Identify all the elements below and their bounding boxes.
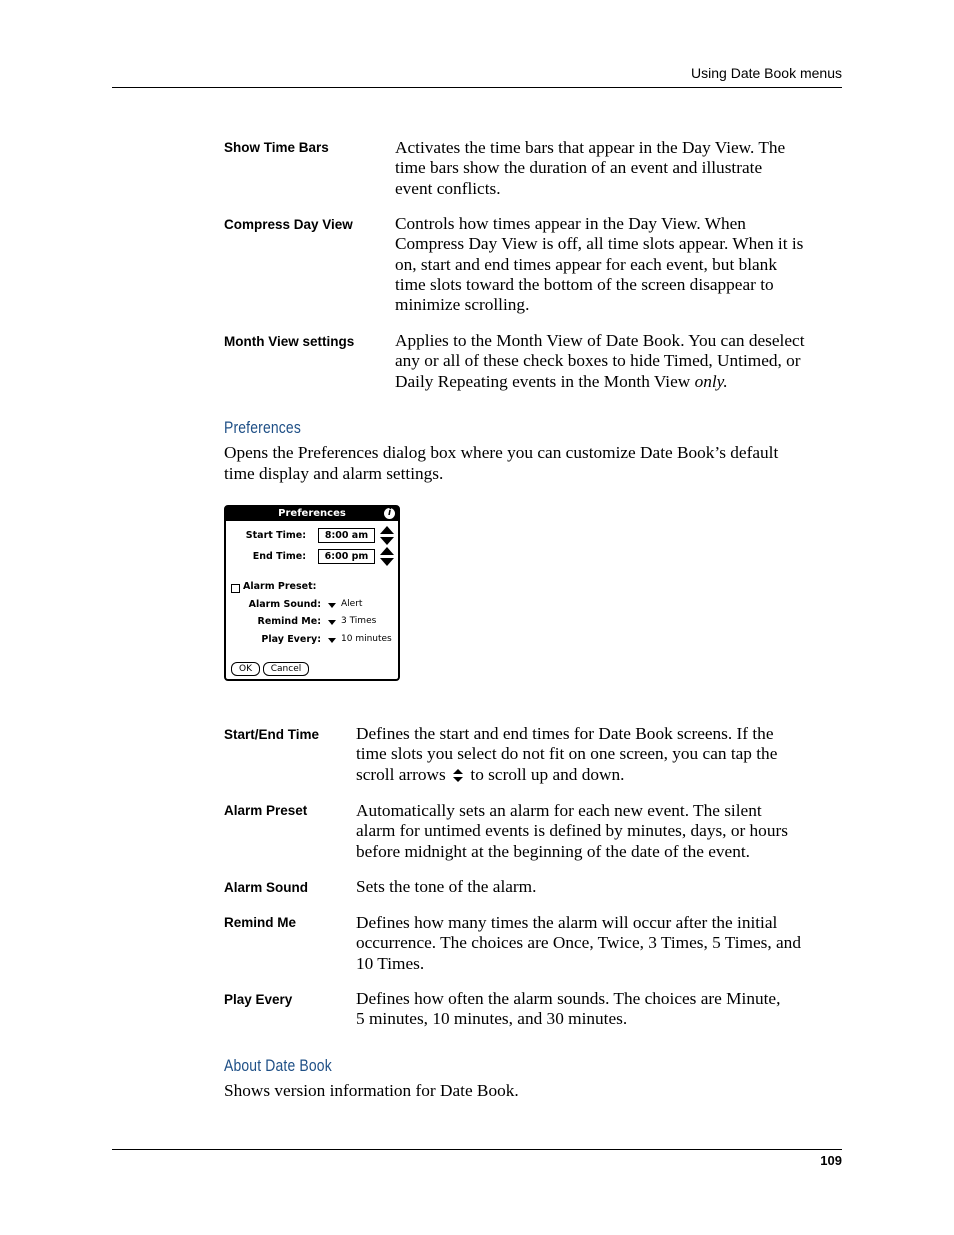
end-time-scroll-arrows-icon[interactable] xyxy=(380,547,394,566)
term-play-every: Play Every xyxy=(224,992,293,1007)
ok-button[interactable]: OK xyxy=(231,662,260,676)
about-text: Shows version information for Date Book. xyxy=(224,1081,519,1100)
info-icon[interactable]: i xyxy=(384,508,395,519)
desc-show-time-bars: Activates the time bars that appear in the Day View. The time bars show the duration of an event and illustrate event conflicts. xyxy=(395,138,786,198)
preferences-dialog xyxy=(224,505,400,681)
cancel-button[interactable]: Cancel xyxy=(263,662,309,676)
remind-me-label: Remind Me: xyxy=(257,616,321,627)
alarm-preset-label: Alarm Preset: xyxy=(243,581,317,592)
start-time-field[interactable]: 8:00 am xyxy=(318,528,375,543)
end-time-label: End Time: xyxy=(252,551,306,562)
alarm-preset-checkbox[interactable] xyxy=(231,584,240,593)
desc-start-end-time: Defines the start and end times for Date Book screens. If the time slots you select do not fit on one screen, you can tap the scroll arrows to scroll up and down. xyxy=(356,724,778,784)
start-time-label: Start Time: xyxy=(245,530,306,541)
preferences-intro: Opens the Preferences dialog box where you can customize Date Book’s default time display and alarm settings. xyxy=(224,443,779,483)
remind-me-dropdown-icon[interactable] xyxy=(328,620,336,625)
footer-rule xyxy=(112,1149,842,1150)
desc-alarm-preset: Automatically sets an alarm for each new event. The silent alarm for untimed events is defined by minutes, days, or hours before midnight at the beginning of the date of the event. xyxy=(356,801,788,861)
desc-alarm-sound: Sets the tone of the alarm. xyxy=(356,877,537,896)
term-compress-day-view: Compress Day View xyxy=(224,217,353,232)
section-heading-about-date-book: About Date Book xyxy=(224,1056,332,1075)
alarm-sound-dropdown-icon[interactable] xyxy=(328,603,336,608)
alarm-sound-label: Alarm Sound: xyxy=(248,599,321,610)
running-head: Using Date Book menus xyxy=(691,65,842,81)
term-remind-me: Remind Me xyxy=(224,915,297,930)
dialog-title: Preferences xyxy=(226,507,398,521)
play-every-value[interactable]: 10 minutes xyxy=(341,634,392,644)
term-alarm-preset: Alarm Preset xyxy=(224,803,308,818)
page-number: 109 xyxy=(820,1153,842,1168)
start-time-scroll-arrows-icon[interactable] xyxy=(380,526,394,545)
section-heading-preferences: Preferences xyxy=(224,418,301,437)
play-every-dropdown-icon[interactable] xyxy=(328,638,336,643)
term-month-view-settings: Month View settings xyxy=(224,334,355,349)
end-time-field[interactable]: 6:00 pm xyxy=(318,549,375,564)
term-alarm-sound: Alarm Sound xyxy=(224,880,309,895)
desc-remind-me: Defines how many times the alarm will occur after the initial occurrence. The choices are Once, Twice, 3 Times, 5 Times, and 10 Times. xyxy=(356,913,801,973)
desc-compress-day-view: Controls how times appear in the Day View. When Compress Day View is off, all time slots appear. When it is on, start and end times appear for each event, but blank time slots toward the bottom of the screen disappear to minimize scrolling. xyxy=(395,214,804,315)
alarm-sound-value[interactable]: Alert xyxy=(341,599,363,609)
desc-month-view-settings: Applies to the Month View of Date Book. You can deselect any or all of these check boxes to hide Timed, Untimed, or Daily Repeating events in the Month View only. xyxy=(395,331,805,391)
header-rule xyxy=(112,87,842,88)
desc-play-every: Defines how often the alarm sounds. The choices are Minute, 5 minutes, 10 minutes, and 30 minutes. xyxy=(356,989,781,1029)
term-show-time-bars: Show Time Bars xyxy=(224,140,329,155)
term-start-end-time: Start/End Time xyxy=(224,727,320,742)
scroll-arrows-icon xyxy=(453,769,463,782)
remind-me-value[interactable]: 3 Times xyxy=(341,616,377,626)
play-every-label: Play Every: xyxy=(261,634,321,645)
